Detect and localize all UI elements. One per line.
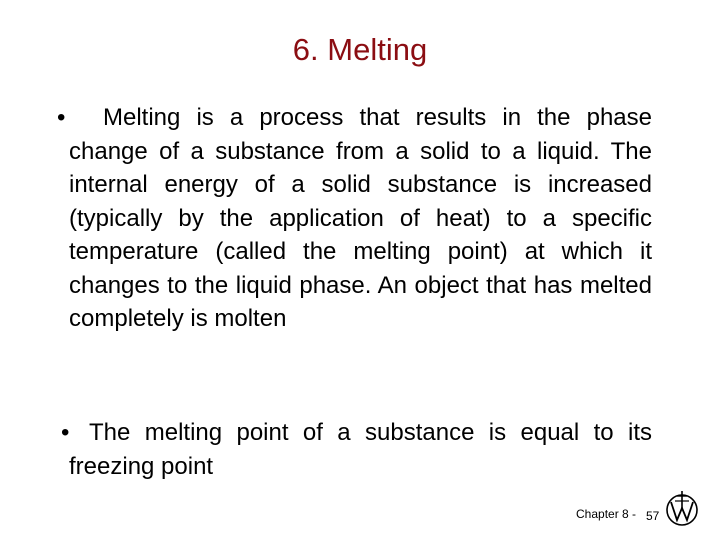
bullet-marker: •: [61, 419, 70, 446]
bullet-item-melting-definition: [57, 101, 652, 336]
footer-chapter-label: Chapter 8 -: [576, 507, 637, 521]
footer-page-number: 57: [646, 509, 660, 523]
bullet-item-melting-point: [61, 416, 652, 483]
bullet-text: phase change of a substance from a solid to a liquid. The internal energy of a solid substance is increased (typically by the application of heat) to a specific temperature (called the melting point) at which it changes to the liquid phase. An object that has melted completely is molten: [69, 104, 652, 332]
bullet-marker: •: [57, 104, 66, 131]
slide-title: 6. Melting: [292, 32, 428, 67]
wiley-logo-icon: [662, 488, 702, 528]
bullet-text-lead: The melting point of a substance is equal to its freezing point: [69, 419, 652, 480]
bullet-text-lead: Melting is a process that results in the: [103, 104, 571, 131]
